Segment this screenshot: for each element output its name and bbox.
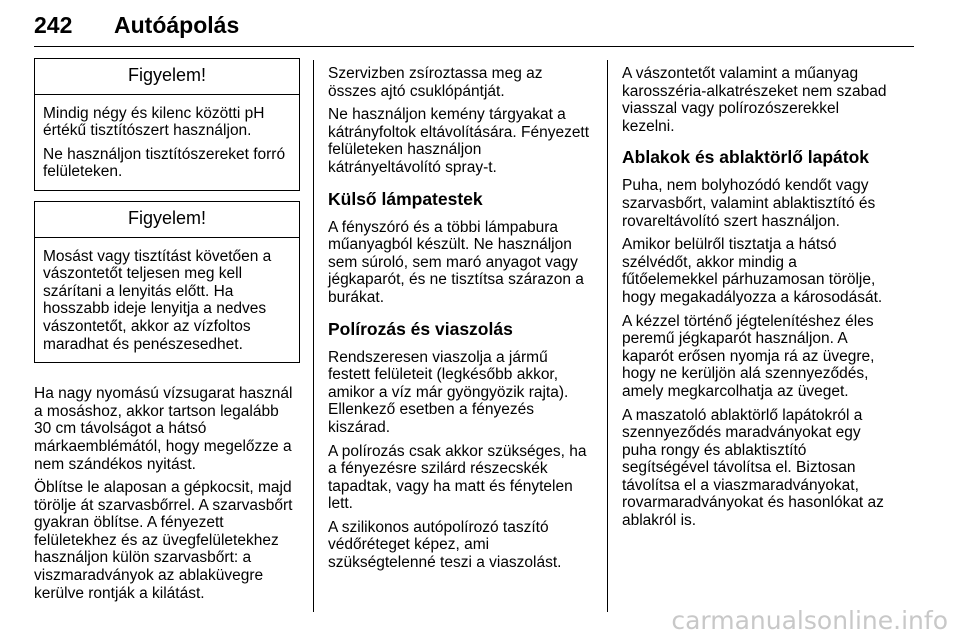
subsection-heading: Polírozás és viaszolás [328, 318, 513, 339]
page-number: 242 [34, 12, 73, 38]
body-paragraph: Rendszeresen viaszolja a jármű festett felületeit (legkésőbb akkor, amikor a víz már gyöngyözik rajta). Ellenkező esetben a fényezés kiszárad. [328, 348, 569, 436]
header-rule [34, 46, 914, 47]
warning-heading: Figyelem! [35, 59, 299, 95]
subsection-heading: Ablakok és ablaktörlő lapátok [622, 147, 870, 168]
body-paragraph: Amikor belülről tisztatja a hátsó szélvédőt, akkor mindig a fűtőelemekkel párhuzamosan törölje, hogy megakadályozza a károsodását. [622, 236, 883, 306]
warning-body [35, 95, 299, 190]
body-paragraph: Öblítse le alaposan a gépkocsit, majd törölje át szarvasbőrrel. A szarvasbőrt gyakran öblítse. A fényezett felületekhez és az üvegfelületekhez használjon külön szarvasbőrt: a viszmaradványok az ablaküvegre kerülve rontják a kilátást. [34, 479, 293, 602]
section-title: Autóápolás [114, 12, 240, 38]
body-paragraph: Ne használjon kemény tárgyakat a kátrányfoltok eltávolítására. Fényezett felületeken használjon kátrányeltávolító spray-t. [328, 106, 590, 176]
body-paragraph: A vászontetőt valamint a műanyag karosszéria-alkatrészeket nem szabad viasszal vagy polírozószerekkel kezelni. [622, 65, 887, 135]
body-paragraph: A maszatoló ablaktörlő lapátokról a szennyeződés maradványokat egy puha rongy és ablaktisztító segítségével távolítsa el. Biztosan távolítsa el a viaszmaradványokat, rovarmaradványokat és hasonlókat az ablakról is. [622, 406, 884, 530]
column-divider [313, 60, 314, 612]
warning-text: Mosást vagy tisztítást követően a vászontetőt teljesen meg kell szárítani a lenyitás előtt. Ha hosszabb ideje lenyitja a nedves vászontetőt, akkor az vízfoltos maradhat és penészesedhet. [43, 247, 272, 353]
page-header [34, 12, 914, 46]
body-paragraph: A fényszóró és a többi lámpabura műanyagból készült. Ne használjon sem súroló, sem maró anyagot vagy jégkaparót, és ne tisztítsa szárazon a burákat. [328, 218, 584, 306]
watermark: carmanualsonline.info [671, 606, 948, 635]
warning-box-2 [34, 201, 300, 363]
column-3 [622, 65, 888, 536]
body-paragraph: A kézzel történő jégtelenítéshez éles peremű jégkaparót használjon. A kaparót erősen nyomja rá az üvegre, hogy ne kerüljön alá szennyeződés, amely megkarcolhatja az üveget. [622, 312, 875, 400]
warning-box-1 [34, 58, 300, 191]
warning-text: Ne használjon tisztítószereket forró felületeken. [43, 145, 286, 181]
body-paragraph: A polírozás csak akkor szükséges, ha a fényezésre szilárd részecskék tapadtak, vagy ha matt és fénytelen lett. [328, 442, 587, 513]
column-divider [607, 60, 608, 612]
column-2 [328, 65, 594, 578]
warning-text: Mindig négy és kilenc közötti pH értékű tisztítószert használjon. [43, 104, 265, 140]
body-paragraph: Szervizben zsíroztassa meg az összes ajtó csuklópántját. [328, 65, 543, 100]
body-paragraph: A szilikonos autópolírozó taszító védőréteget képez, ami szükségtelenné teszi a viaszolást. [328, 518, 562, 572]
warning-body [35, 238, 299, 363]
body-paragraph: Puha, nem bolyhozódó kendőt vagy szarvasbőrt, valamint ablaktisztító és rovareltávolító szert használjon. [622, 177, 876, 230]
warning-heading: Figyelem! [35, 202, 299, 238]
subsection-heading: Külső lámpatestek [328, 188, 483, 209]
body-paragraph: Ha nagy nyomású vízsugarat használ a mosáshoz, akkor tartson legalább 30 cm távolságot a hátsó márkaemblémától, hogy megelőzze a nem szándékos nyitást. [34, 385, 293, 473]
column-1 [34, 58, 300, 608]
